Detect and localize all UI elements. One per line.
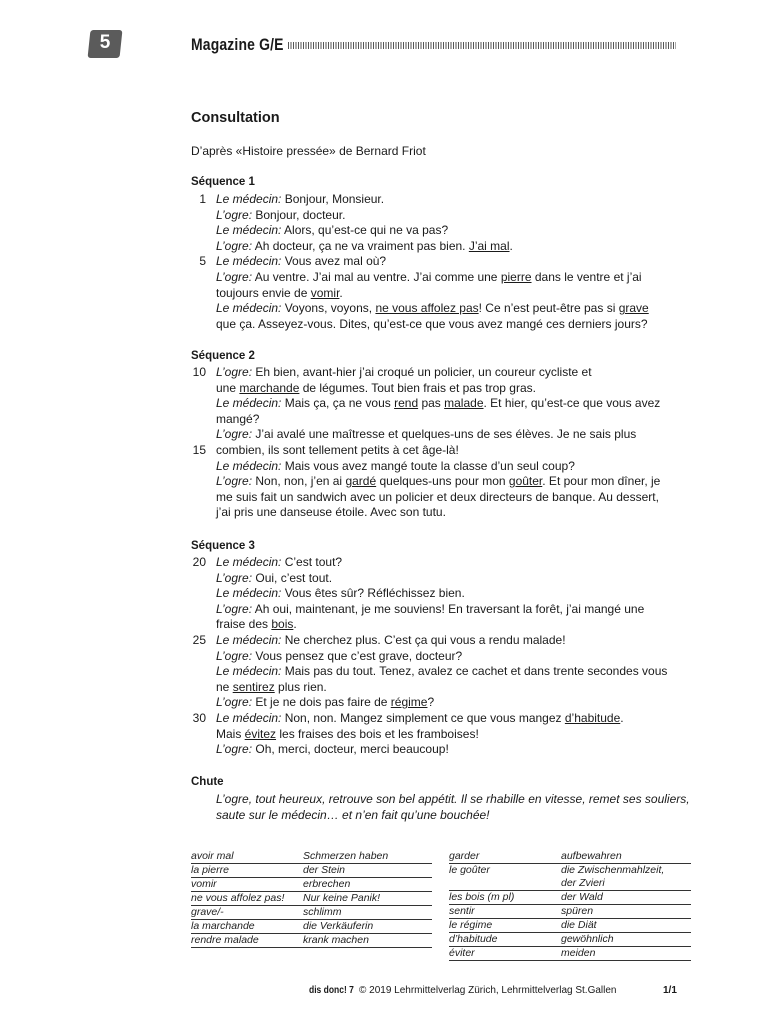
vocab-word: vomir	[310, 285, 340, 300]
dialogue-text: dans le ventre et j’ai	[531, 270, 642, 284]
source-line: D’après «Histoire pressée» de Bernard Friot	[191, 144, 426, 158]
dialogue-text: Mais vous avez mangé toute la classe d’un seul coup?	[281, 458, 575, 473]
glossary-translation: meiden	[561, 947, 596, 959]
vocab-word: grave	[618, 301, 649, 316]
dialogue-text: pas	[418, 396, 445, 411]
dialogue-text: Bonjour, Monsieur.	[281, 192, 385, 206]
section-heading-1: Séquence 1	[191, 176, 255, 188]
dialogue-text: fraise des	[216, 617, 272, 632]
dialogue-line	[216, 192, 384, 208]
dialogue-line	[216, 571, 332, 587]
glossary-translation: der Stein	[303, 864, 346, 876]
dialogue-text: Mais pas du tout. Tenez, avalez ce cachet et dans trente secondes vous	[281, 664, 668, 679]
dialogue-text: J’ai avalé une maîtresse et quelques-uns de ses élèves. Je ne sais plus	[252, 427, 637, 442]
dialogue-line	[216, 695, 434, 711]
dialogue-line	[216, 680, 327, 696]
dialogue-line	[216, 649, 462, 665]
glossary-translation: krank machen	[303, 934, 369, 946]
glossary-row	[449, 905, 691, 919]
glossary-translation: erbrechen	[303, 878, 351, 890]
glossary-row	[191, 850, 432, 864]
page-title: Consultation	[191, 110, 280, 126]
dialogue-text: Au ventre. J’ai mal au ventre. J’ai comme une	[252, 270, 501, 284]
chute-line: L’ogre, tout heureux, retrouve son bel appétit. Il se rhabille en vitesse, remet ses souliers,	[216, 792, 690, 806]
dialogue-text: Mais ça, ça ne vous	[281, 396, 395, 411]
glossary-row	[191, 934, 432, 948]
dialogue-line	[216, 742, 449, 758]
glossary-term: la pierre	[191, 864, 229, 876]
vocab-word: rend	[394, 396, 419, 411]
dialogue-line	[216, 633, 566, 649]
dialogue-line	[216, 727, 479, 743]
magazine-title: Magazine G/E	[191, 35, 284, 54]
speaker-label: Le médecin:	[216, 633, 282, 647]
vocab-word: bois	[271, 617, 294, 632]
vocab-word: sentirez	[232, 679, 275, 694]
vocab-word: malade	[444, 396, 484, 411]
vocab-word: marchande	[239, 380, 300, 395]
chute-heading: Chute	[191, 776, 224, 788]
glossary-term: d’habitude	[449, 933, 498, 945]
glossary-term: vomir	[191, 878, 217, 890]
vocab-word: pierre	[500, 270, 532, 284]
glossary-row	[449, 891, 691, 905]
dialogue-text: Ah docteur, ça ne va vraiment pas bien.	[252, 238, 469, 253]
speaker-label: L’ogre:	[216, 742, 253, 757]
glossary-row	[191, 892, 432, 906]
dialogue-text: Alors, qu’est-ce qui ne va pas?	[281, 223, 449, 238]
glossary-term: la marchande	[191, 920, 255, 932]
glossary-term: rendre malade	[191, 934, 259, 946]
dialogue-text: Oh, merci, docteur, merci beaucoup!	[252, 742, 449, 757]
glossary-term: les bois (m pl)	[449, 891, 515, 903]
glossary-translation: der Zvieri	[561, 877, 605, 889]
speaker-label: Le médecin:	[216, 223, 282, 238]
vocab-word: évitez	[244, 726, 277, 741]
dialogue-line	[216, 396, 660, 412]
dialogue-line	[216, 459, 575, 475]
speaker-label: Le médecin:	[216, 664, 282, 679]
title-rule	[288, 42, 676, 49]
dialogue-line	[216, 664, 667, 680]
dialogue-text: j’ai pris une danseuse étoile. Avec son tutu.	[216, 505, 446, 520]
glossary-translation: schlimm	[303, 906, 342, 918]
glossary-right	[449, 850, 691, 961]
dialogue-text: .	[620, 711, 624, 725]
vocab-word: goûter	[508, 474, 543, 489]
glossary-translation: Schmerzen haben	[303, 850, 389, 862]
speaker-label: L’ogre:	[216, 365, 253, 379]
glossary-term: sentir	[449, 905, 475, 917]
vocab-word: régime	[390, 695, 428, 710]
dialogue-text: Non, non. Mangez simplement ce que vous mangez	[281, 711, 565, 725]
line-number: 30	[192, 711, 206, 725]
dialogue-text: les fraises des bois et les framboises!	[276, 726, 479, 741]
glossary-row	[191, 906, 432, 920]
glossary-term: avoir mal	[191, 850, 234, 862]
dialogue-text: de légumes. Tout bien frais et pas trop gras.	[299, 380, 536, 395]
dialogue-line	[216, 270, 642, 286]
footer-brand: dis donc! 7	[309, 985, 354, 996]
glossary-left	[191, 850, 432, 948]
speaker-label: Le médecin:	[216, 711, 282, 725]
dialogue-line	[216, 474, 660, 490]
glossary-term: le goûter	[449, 864, 490, 876]
dialogue-text: combien, ils sont tellement petits à cet âge-là!	[216, 443, 459, 457]
dialogue-text: Ne cherchez plus. C’est ça qui vous a rendu malade!	[281, 633, 566, 647]
dialogue-text: Eh bien, avant-hier j’ai croqué un policier, un coureur cycliste et	[252, 365, 592, 379]
glossary-term: garder	[449, 850, 480, 862]
dialogue-text: Ah oui, maintenant, je me souviens! En traversant la forêt, j’ai mangé une	[252, 601, 645, 616]
page-number: 1/1	[663, 985, 677, 996]
dialogue-line	[216, 443, 459, 459]
dialogue-text: .	[509, 238, 513, 253]
glossary-row	[449, 919, 691, 933]
speaker-label: L’ogre:	[216, 474, 253, 489]
dialogue-line	[216, 254, 386, 270]
speaker-label: L’ogre:	[216, 427, 253, 442]
vocab-word: ne vous affolez pas	[375, 301, 479, 316]
dialogue-text: Bonjour, docteur.	[252, 207, 346, 222]
dialogue-text: mangé?	[216, 411, 260, 426]
glossary-row	[191, 864, 432, 878]
dialogue-text: . Et hier, qu’est-ce que vous avez	[483, 396, 661, 411]
dialogue-text: que ça. Asseyez-vous. Dites, qu’est-ce que vous avez mangé ces derniers jours?	[216, 316, 648, 331]
vocab-word: gardé	[345, 474, 377, 489]
dialogue-text: .	[293, 617, 297, 632]
glossary-translation: die Zwischenmahlzeit,	[561, 864, 665, 876]
speaker-label: L’ogre:	[216, 570, 253, 585]
dialogue-line	[216, 711, 624, 727]
dialogue-text: .	[339, 285, 343, 300]
dialogue-line	[216, 208, 345, 224]
dialogue-text: ?	[427, 695, 435, 710]
line-number: 5	[199, 254, 206, 269]
speaker-label: Le médecin:	[216, 301, 282, 316]
dialogue-line	[216, 223, 448, 239]
dialogue-text: Mais	[216, 726, 245, 741]
glossary-row	[191, 878, 432, 892]
dialogue-text: me suis fait un sandwich avec un policier et deux directeurs de banque. Au dessert,	[216, 489, 659, 504]
dialogue-line	[216, 365, 592, 381]
chute-line: saute sur le médecin… et n’en fait qu’une bouchée!	[216, 808, 490, 822]
dialogue-text: ne	[216, 679, 233, 694]
glossary-translation: aufbewahren	[561, 850, 622, 862]
vocab-word: d’habitude	[564, 711, 621, 725]
glossary-translation: die Verkäuferin	[303, 920, 374, 932]
dialogue-text: Et je ne dois pas faire de	[252, 695, 391, 710]
chapter-number: 5	[99, 32, 111, 53]
dialogue-text: toujours envie de	[216, 285, 311, 300]
speaker-label: L’ogre:	[216, 207, 253, 222]
dialogue-line	[216, 427, 636, 443]
dialogue-line	[216, 586, 465, 602]
speaker-label: Le médecin:	[216, 586, 282, 601]
glossary-row	[449, 864, 691, 891]
vocab-word: J’ai mal	[468, 238, 510, 253]
section-heading-3: Séquence 3	[191, 540, 255, 552]
dialogue-line	[216, 301, 649, 317]
dialogue-line	[216, 602, 644, 618]
glossary-row	[449, 850, 691, 864]
glossary-term: le régime	[449, 919, 493, 931]
speaker-label: L’ogre:	[216, 601, 253, 616]
dialogue-line	[216, 490, 659, 506]
dialogue-line	[216, 317, 648, 333]
glossary-row	[191, 920, 432, 934]
dialogue-line	[216, 505, 446, 521]
glossary-translation: gewöhnlich	[561, 933, 614, 945]
dialogue-line	[216, 617, 297, 633]
line-number: 15	[192, 443, 206, 457]
dialogue-text: Non, non, j’en ai	[252, 474, 346, 489]
line-number: 1	[199, 192, 206, 206]
speaker-label: L’ogre:	[216, 648, 253, 663]
dialogue-text: Vous avez mal où?	[281, 254, 387, 269]
dialogue-text: Vous pensez que c’est grave, docteur?	[252, 648, 463, 663]
dialogue-text: ! Ce n’est peut-être pas si	[478, 301, 619, 316]
speaker-label: L’ogre:	[216, 238, 253, 253]
speaker-label: Le médecin:	[216, 254, 282, 269]
dialogue-text: Voyons, voyons,	[281, 301, 376, 316]
line-number: 20	[192, 555, 206, 569]
glossary-translation: die Diät	[561, 919, 597, 931]
line-number: 10	[192, 365, 206, 379]
speaker-label: L’ogre:	[216, 695, 253, 710]
dialogue-text: une	[216, 380, 240, 395]
speaker-label: Le médecin:	[216, 396, 282, 411]
glossary-row	[449, 933, 691, 947]
speaker-label: Le médecin:	[216, 555, 282, 569]
glossary-translation: spüren	[561, 905, 594, 917]
glossary-translation: Nur keine Panik!	[303, 892, 381, 904]
dialogue-text: Oui, c’est tout.	[252, 570, 333, 585]
dialogue-text: plus rien.	[274, 679, 327, 694]
dialogue-line	[216, 412, 259, 428]
dialogue-text: C’est tout?	[281, 555, 343, 569]
dialogue-line	[216, 239, 513, 255]
section-heading-2: Séquence 2	[191, 350, 255, 362]
dialogue-text: quelques-uns pour mon	[376, 474, 509, 489]
glossary-term: éviter	[449, 947, 475, 959]
dialogue-line	[216, 286, 343, 302]
speaker-label: Le médecin:	[216, 458, 282, 473]
glossary-row	[449, 947, 691, 961]
line-number: 25	[192, 633, 206, 647]
dialogue-text: Vous êtes sûr? Réfléchissez bien.	[281, 586, 465, 601]
chapter-badge	[88, 30, 123, 58]
glossary-term: grave/-	[191, 906, 224, 918]
dialogue-line	[216, 555, 342, 571]
glossary-term: ne vous affolez pas!	[191, 892, 285, 904]
glossary-translation: der Wald	[561, 891, 603, 903]
dialogue-text: . Et pour mon dîner, je	[542, 474, 661, 489]
dialogue-line	[216, 381, 536, 397]
footer-copyright: © 2019 Lehrmittelverlag Zürich, Lehrmittelverlag St.Gallen	[359, 985, 617, 996]
speaker-label: Le médecin:	[216, 192, 282, 206]
speaker-label: L’ogre:	[216, 270, 253, 284]
